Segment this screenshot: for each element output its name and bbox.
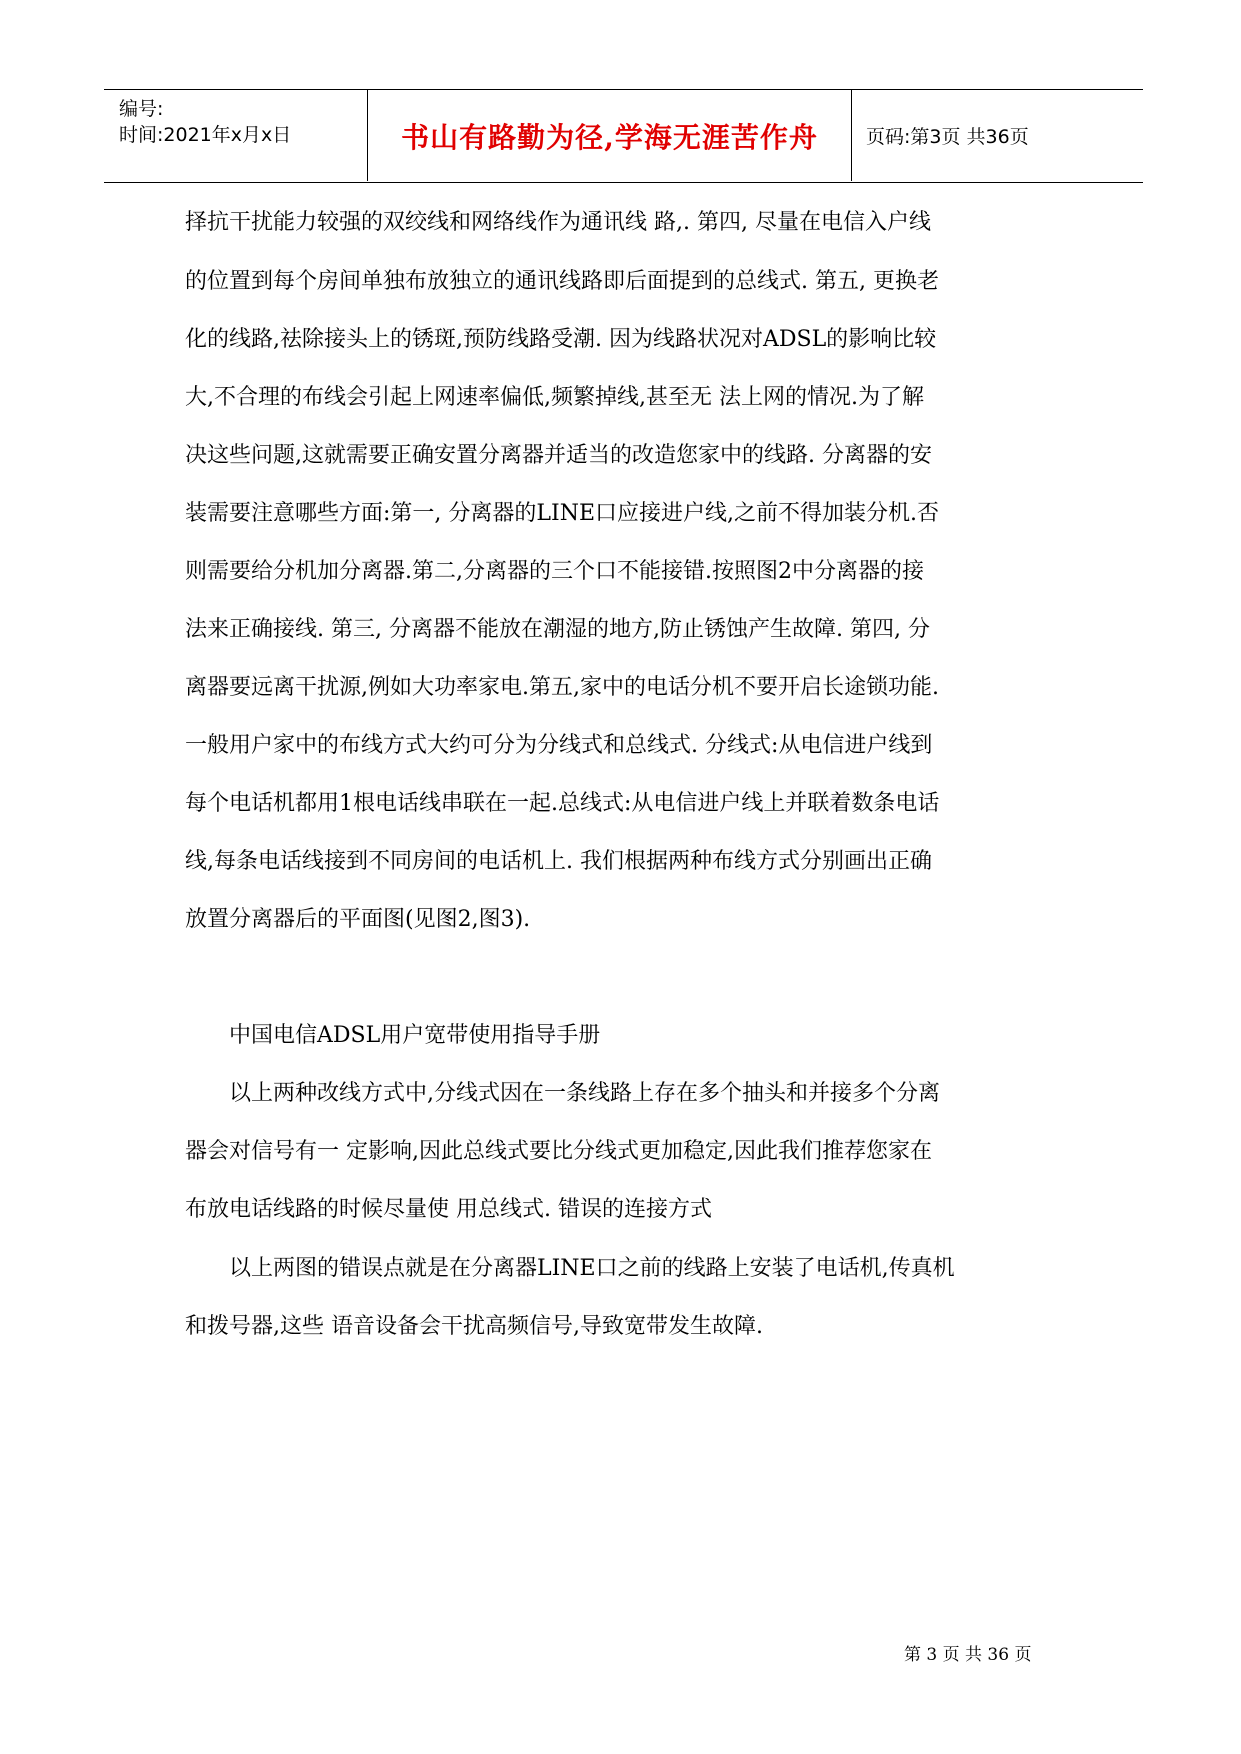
body-line: 决这些问题,这就需要正确安置分离器并适当的改造您家中的线路. 分离器的安: [185, 443, 932, 468]
section-title: 中国电信ADSL用户宽带使用指导手册: [229, 1023, 601, 1048]
body-line: 和拨号器,这些 语音设备会干扰高频信号,导致宽带发生故障.: [185, 1314, 763, 1339]
header-page-label: 页码:第3页 共36页: [866, 126, 1029, 148]
document-number-label: 编号:: [119, 98, 164, 120]
body-line: 法来正确接线. 第三, 分离器不能放在潮湿的地方,防止锈蚀产生故障. 第四, 分: [185, 617, 930, 642]
body-line: 放置分离器后的平面图(见图2,图3).: [185, 907, 531, 932]
page-header: [104, 89, 1143, 183]
body-line: 布放电话线路的时候尽量使 用总线式. 错误的连接方式: [185, 1197, 712, 1222]
body-line: 的位置到每个房间单独布放独立的通讯线路即后面提到的总线式. 第五, 更换老: [185, 269, 939, 294]
body-line: 器会对信号有一 定影响,因此总线式要比分线式更加稳定,因此我们推荐您家在: [185, 1139, 932, 1164]
header-motto-cell: [368, 90, 852, 181]
body-line: 离器要远离干扰源,例如大功率家电.第五,家中的电话分机不要开启长途锁功能.: [185, 675, 939, 700]
body-line: 线,每条电话线接到不同房间的电话机上. 我们根据两种布线方式分别画出正确: [185, 849, 932, 874]
body-line: 大,不合理的布线会引起上网速率偏低,频繁掉线,甚至无 法上网的情况.为了解: [185, 385, 924, 410]
document-time-label: 时间:2021年x月x日: [119, 124, 292, 146]
body-line: 一般用户家中的布线方式大约可分为分线式和总线式. 分线式:从电信进户线到: [185, 733, 933, 758]
body-line: 以上两图的错误点就是在分离器LINE口之前的线路上安装了电话机,传真机: [229, 1256, 955, 1281]
body-line: 以上两种改线方式中,分线式因在一条线路上存在多个抽头和并接多个分离: [229, 1081, 940, 1106]
header-motto: 书山有路勤为径,学海无涯苦作舟: [401, 120, 818, 154]
body-line: 每个电话机都用1根电话线串联在一起.总线式:从电信进户线上并联着数条电话: [185, 791, 940, 816]
body-line: 则需要给分机加分离器.第二,分离器的三个口不能接错.按照图2中分离器的接: [185, 559, 924, 584]
header-page-cell: [852, 90, 1143, 181]
body-line: 装需要注意哪些方面:第一, 分离器的LINE口应接进户线,之前不得加装分机.否: [185, 501, 939, 526]
body-line: 化的线路,祛除接头上的锈斑,预防线路受潮. 因为线路状况对ADSL的影响比较: [185, 327, 937, 352]
body-line: 择抗干扰能力较强的双绞线和网络线作为通讯线 路,. 第四, 尽量在电信入户线: [185, 210, 931, 235]
header-meta-cell: [104, 90, 368, 181]
page-footer: 第 3 页 共 36 页: [904, 1645, 1032, 1665]
